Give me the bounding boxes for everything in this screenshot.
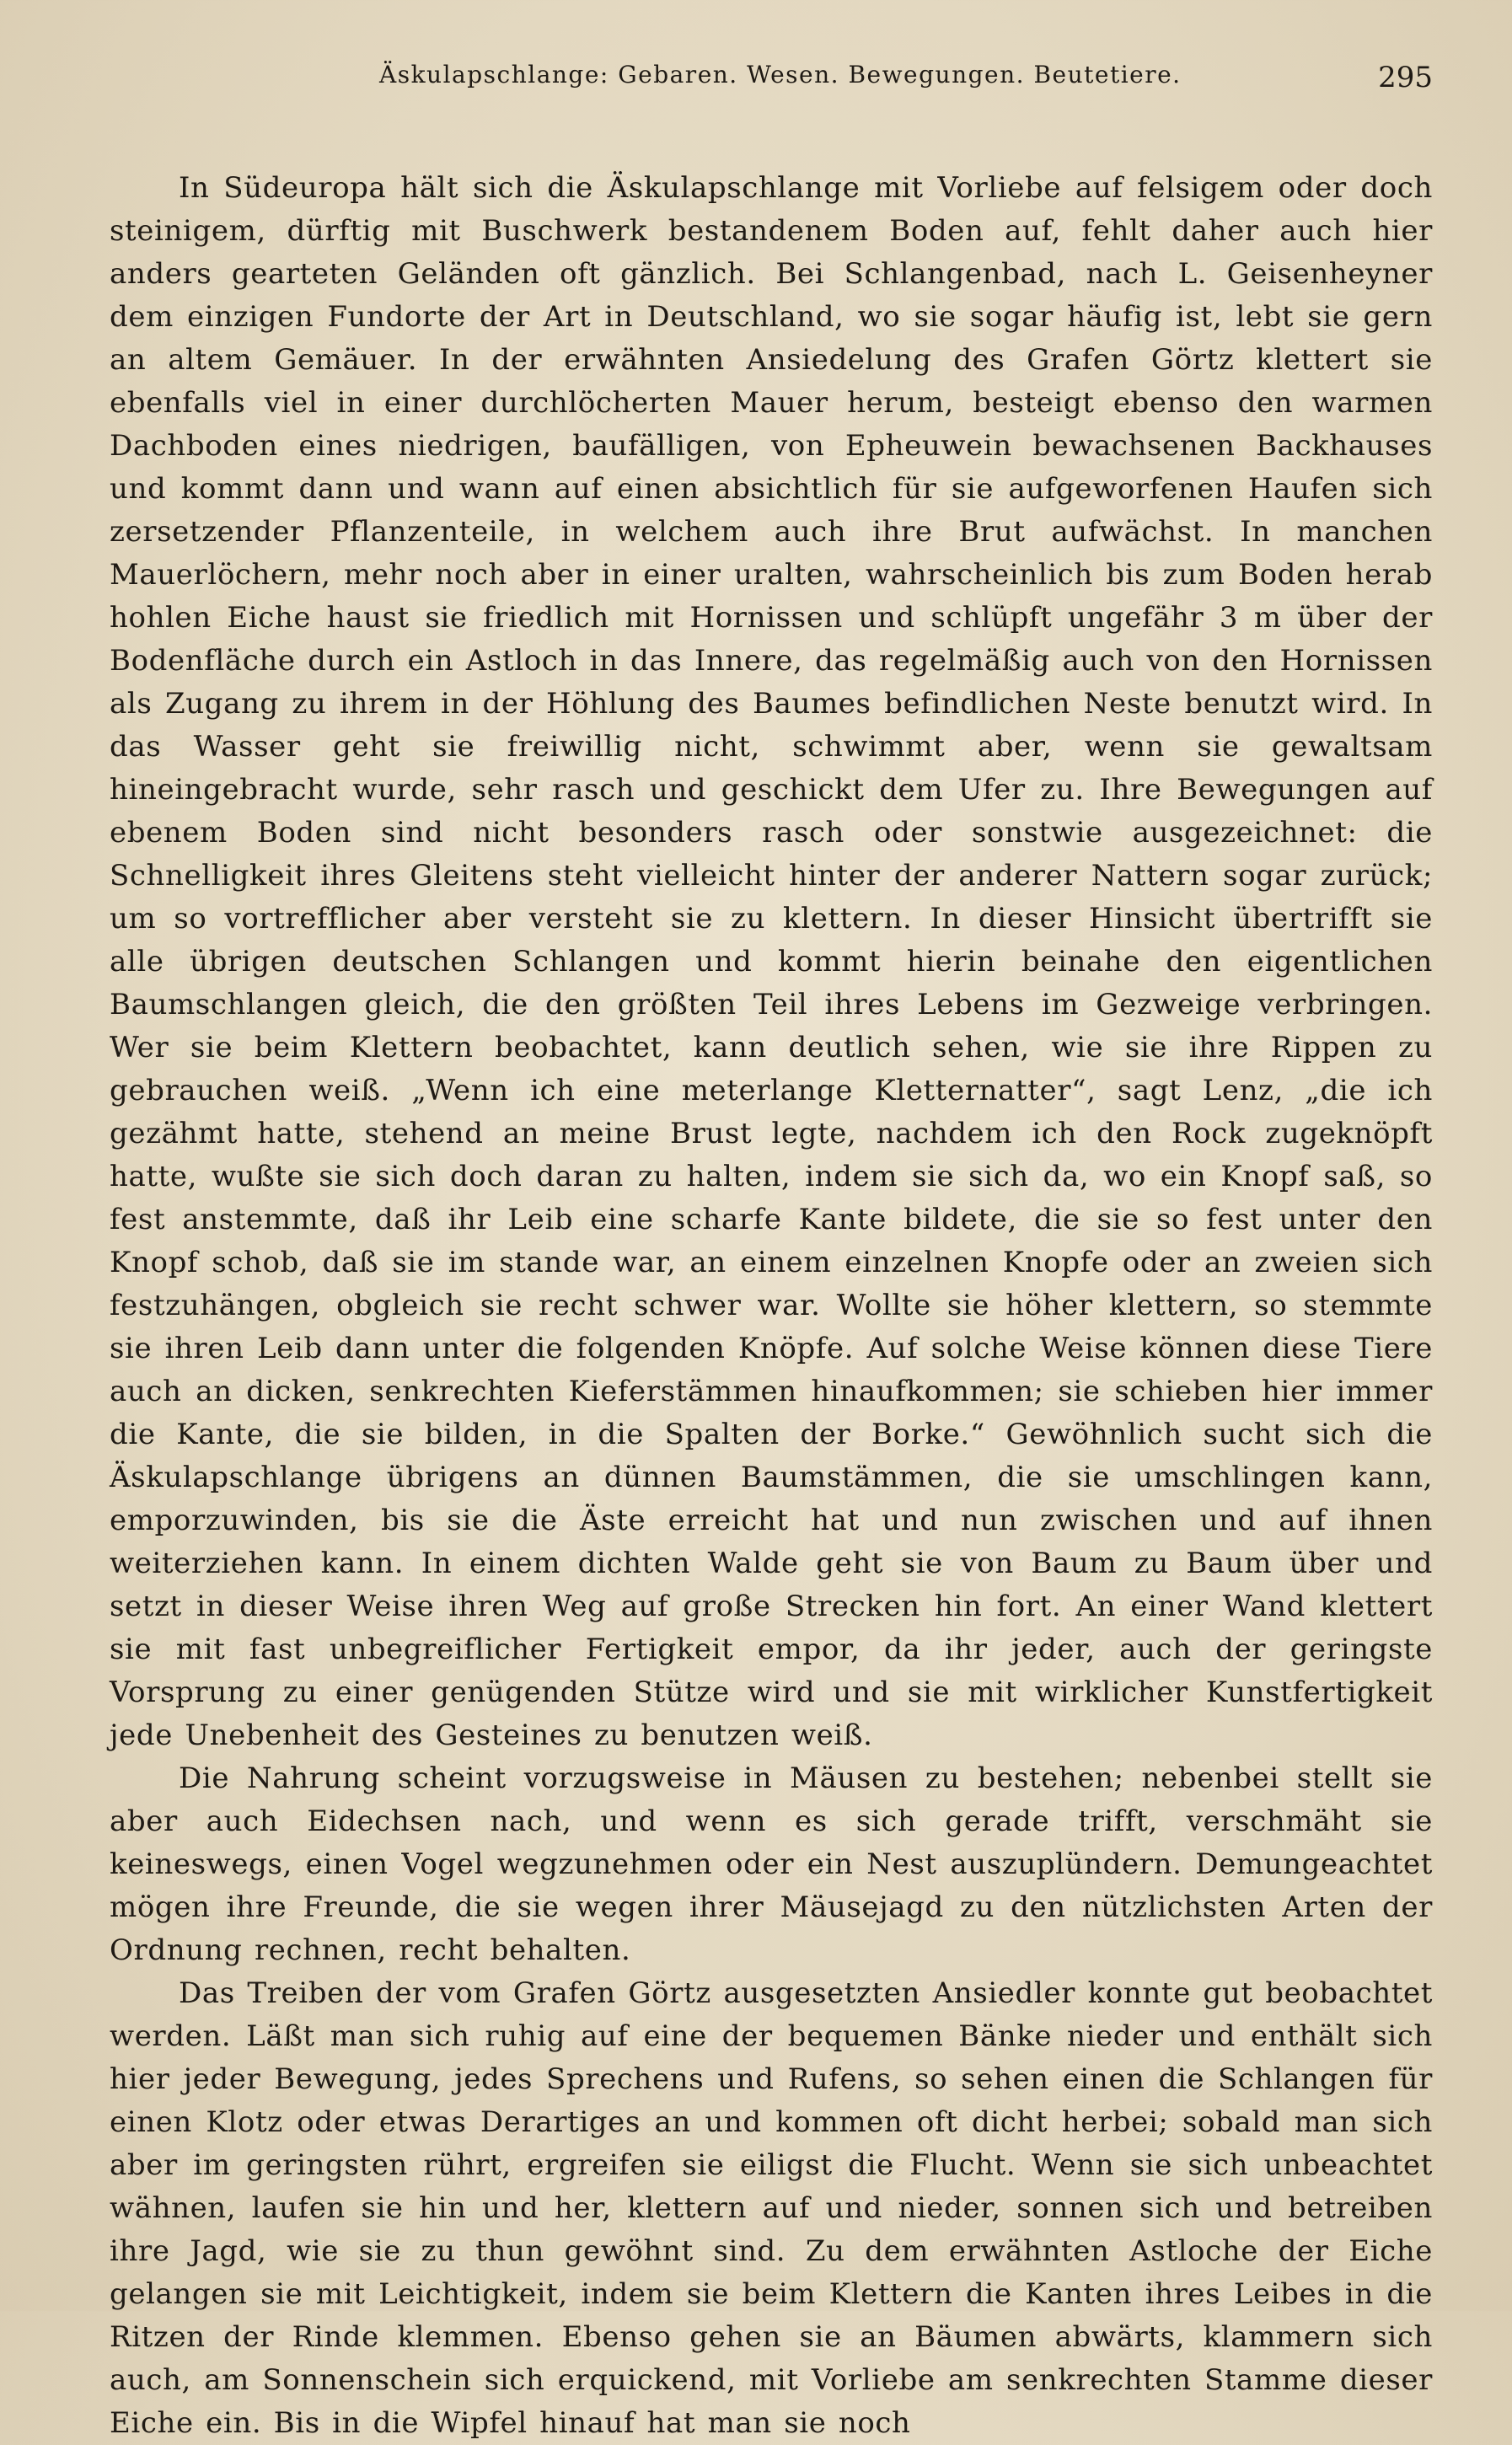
page-number: 295 bbox=[1378, 61, 1433, 94]
running-head bbox=[110, 49, 1433, 116]
running-title: Äskulapschlange: Gebaren. Wesen. Bewegungen. Beutetiere. bbox=[379, 61, 1182, 88]
paragraph: In Südeuropa hält sich die Äskulapschlange mit Vorliebe auf felsigem oder doch steinigem, dürftig mit Buschwerk bestandenem Boden auf, fehlt daher auch hier anders gearteten Geländen oft gänzlich. Bei Schlangenbad, nach L. Geisenheyner dem einzigen Fundorte der Art in Deutschland, wo sie sogar häufig ist, lebt sie gern an altem Gemäuer. In der erwähnten Ansiedelung des Grafen Görtz klettert sie ebenfalls viel in einer durchlöcherten Mauer herum, besteigt ebenso den warmen Dachboden eines niedrigen, baufälligen, von Epheuwein bewachsenen Backhauses und kommt dann und wann auf einen absichtlich für sie aufgeworfenen Haufen sich zersetzender Pflanzenteile, in welchem auch ihre Brut aufwächst. In manchen Mauerlöchern, mehr noch aber in einer uralten, wahrscheinlich bis zum Boden herab hohlen Eiche haust sie friedlich mit Hornissen und schlüpft ungefähr 3 m über der Bodenfläche durch ein Astloch in das Innere, das regelmäßig auch von den Hornissen als Zugang zu ihrem in der Höhlung des Baumes befindlichen Neste benutzt wird. In das Wasser geht sie freiwillig nicht, schwimmt aber, wenn sie gewaltsam hineingebracht wurde, sehr rasch und geschickt dem Ufer zu. Ihre Bewegungen auf ebenem Boden sind nicht besonders rasch oder sonstwie ausgezeichnet: die Schnelligkeit ihres Gleitens steht vielleicht hinter der anderer Nattern sogar zurück; um so vortrefflicher aber versteht sie zu klettern. In dieser Hinsicht übertrifft sie alle übrigen deutschen Schlangen und kommt hierin beinahe den eigentlichen Baumschlangen gleich, die den größten Teil ihres Lebens im Gezweige verbringen. Wer sie beim Klettern beobachtet, kann deutlich sehen, wie sie ihre Rippen zu gebrauchen weiß. „Wenn ich eine meterlange Kletternatter“, sagt Lenz, „die ich gezähmt hatte, stehend an meine Brust legte, nachdem ich den Rock zugeknöpft hatte, wußte sie sich doch daran zu halten, indem sie sich da, wo ein Knopf saß, so fest anstemmte, daß ihr Leib eine scharfe Kante bildete, die sie so fest unter den Knopf schob, daß sie im stande war, an einem einzelnen Knopfe oder an zweien sich festzuhängen, obgleich sie recht schwer war. Wollte sie höher klettern, so stemmte sie ihren Leib dann unter die folgenden Knöpfe. Auf solche Weise können diese Tiere auch an dicken, senkrechten Kieferstämmen hinaufkommen; sie schieben hier immer die Kante, die sie bilden, in die Spalten der Borke.“ Gewöhnlich sucht sich die Äskulapschlange übrigens an dünnen Baumstämmen, die sie umschlingen kann, emporzuwinden, bis sie die Äste erreicht hat und nun zwischen und auf ihnen weiterziehen kann. In einem dichten Walde geht sie von Baum zu Baum über und setzt in dieser Weise ihren Weg auf große Strecken hin fort. An einer Wand klettert sie mit fast unbegreiflicher Fertigkeit empor, da ihr jeder, auch der geringste Vorsprung zu einer genügenden Stütze wird und sie mit wirklicher Kunstfertigkeit jede Unebenheit des Gesteines zu benutzen weiß. bbox=[110, 171, 1433, 1752]
paragraph: Das Treiben der vom Grafen Görtz ausgesetzten Ansiedler konnte gut beobachtet werden. Läßt man sich ruhig auf eine der bequemen Bänke nieder und enthält sich hier jeder Bewegung, jedes Sprechens und Rufens, so sehen einen die Schlangen für einen Klotz oder etwas Derartiges an und kommen oft dicht herbei; sobald man sich aber im geringsten rührt, ergreifen sie eiligst die Flucht. Wenn sie sich unbeachtet wähnen, laufen sie hin und her, klettern auf und nieder, sonnen sich und betreiben ihre Jagd, wie sie zu thun gewöhnt sind. Zu dem erwähnten Astloche der Eiche gelangen sie mit Leichtigkeit, indem sie beim Klettern die Kanten ihres Leibes in die Ritzen der Rinde klemmen. Ebenso gehen sie an Bäumen abwärts, klammern sich auch, am Sonnenschein sich erquickend, mit Vorliebe am senkrechten Stamme dieser Eiche ein. Bis in die Wipfel hinauf hat man sie noch bbox=[110, 1976, 1433, 2440]
book-page bbox=[110, 49, 1433, 2440]
body-text bbox=[110, 167, 1433, 2445]
paragraph: Die Nahrung scheint vorzugsweise in Mäusen zu bestehen; nebenbei stellt sie aber auch Eidechsen nach, und wenn es sich gerade trifft, verschmäht sie keineswegs, einen Vogel wegzunehmen oder ein Nest auszuplündern. Demungeachtet mögen ihre Freunde, die sie wegen ihrer Mäusejagd zu den nützlichsten Arten der Ordnung rechnen, recht behalten. bbox=[110, 1761, 1433, 1967]
